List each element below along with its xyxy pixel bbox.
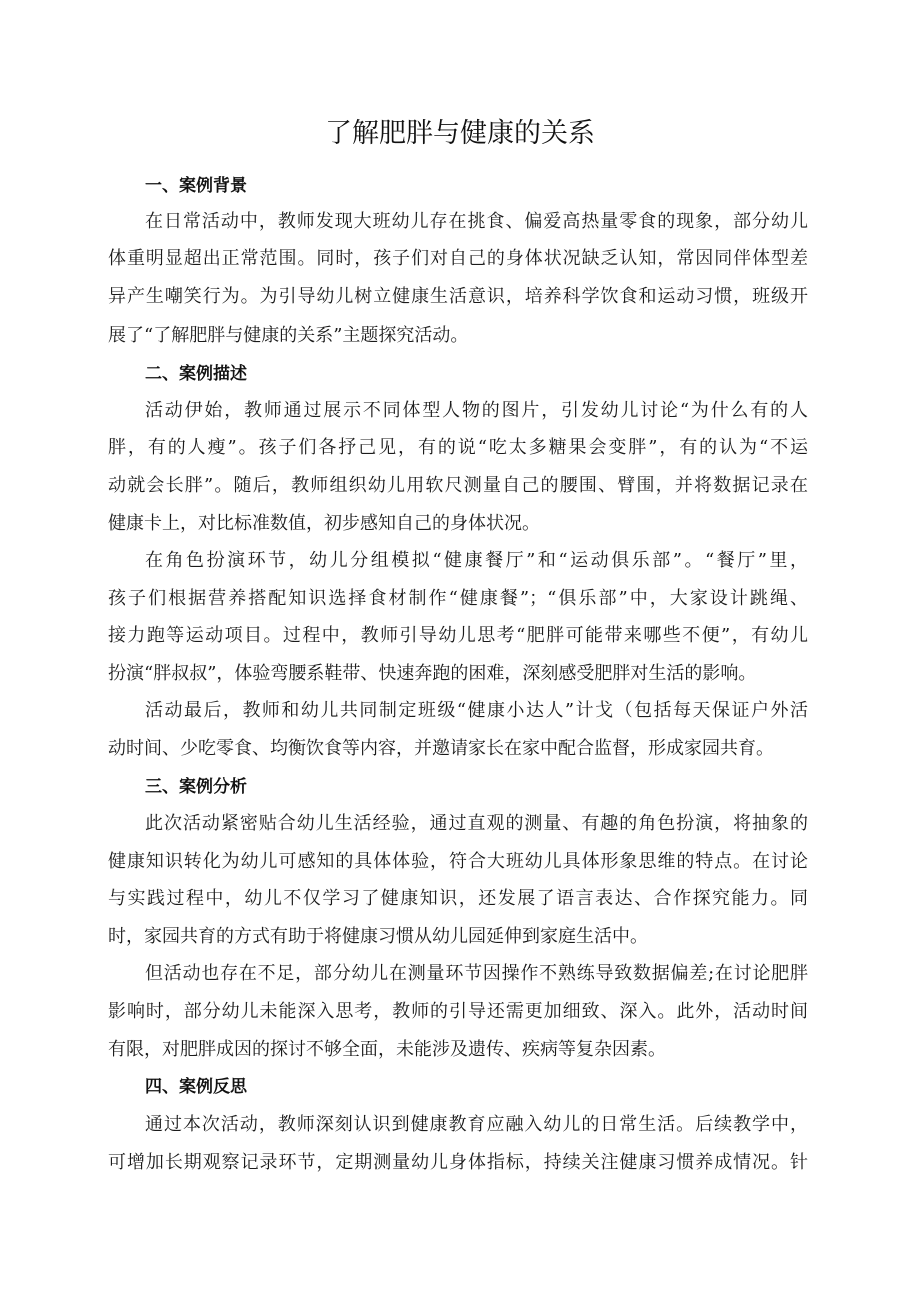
paragraph-line: 动就会长胖”。随后，教师组织幼儿用软尺测量自己的腰围、臂围，并将数据记录在 (108, 475, 808, 496)
paragraph-line: 胖，有的人瘦”。孩子们各抒己见，有的说“吃太多糖果会变胖”，有的认为“不运 (108, 437, 808, 458)
section-heading-analysis: 三、案例分析 (145, 777, 247, 797)
document-title: 了解肥胖与健康的关系 (325, 118, 595, 149)
paragraph-line: 体重明显超出正常范围。同时，孩子们对自己的身体状况缺乏认知，常因同伴体型差 (108, 248, 808, 269)
paragraph-line: 动时间、少吃零食、均衡饮食等内容，并邀请家长在家中配合监督，形成家园共育。 (108, 738, 774, 759)
paragraph-line: 活动伊始，教师通过展示不同体型人物的图片，引发幼儿讨论“为什么有的人 (145, 400, 808, 421)
section-heading-background: 一、案例背景 (145, 176, 247, 196)
paragraph-line: 健康知识转化为幼儿可感知的具体体验，符合大班幼儿具体形象思维的特点。在讨论 (108, 851, 808, 872)
paragraph-line: 可增加长期观察记录环节，定期测量幼儿身体指标，持续关注健康习惯养成情况。针 (108, 1152, 808, 1173)
paragraph-line: 此次活动紧密贴合幼儿生活经验，通过直观的测量、有趣的角色扮演，将抽象的 (145, 813, 808, 834)
paragraph-line: 活动最后，教师和幼儿共同制定班级“健康小达人”计戈（包括每天保证户外活 (145, 700, 808, 721)
paragraph-line: 健康卡上，对比标准数值，初步感知自己的身体状况。 (108, 513, 540, 534)
paragraph-line: 影响时，部分幼儿未能深入思考，教师的引导还需更加细致、深入。此外，活动时间 (108, 1001, 808, 1022)
paragraph-line: 在日常活动中，教师发现大班幼儿存在挑食、偏爱高热量零食的现象，部分幼儿 (145, 211, 808, 232)
paragraph-line: 有限，对肥胖成因的探讨不够全面，未能涉及遗传、疾病等复杂因素。 (108, 1039, 666, 1060)
paragraph-line: 在角色扮演环节，幼儿分组模拟“健康餐厅”和“运动俱乐部”。“餐厅”里， (145, 550, 808, 571)
paragraph-line: 接力跑等运动项目。过程中，教师引导幼儿思考“肥胖可能带来哪些不便”，有幼儿 (108, 625, 808, 646)
section-heading-description: 二、案例描述 (145, 364, 247, 384)
section-heading-reflection: 四、案例反思 (145, 1077, 247, 1097)
paragraph-line: 扮演“胖叔叔”，体验弯腰系鞋带、快速奔跑的困难，深刻感受肥胖对生活的影响。 (108, 663, 757, 684)
paragraph-line: 时，家园共育的方式有助于将健康习惯从幼儿园延伸到家庭生活中。 (108, 926, 648, 947)
paragraph-line: 通过本次活动，教师深刻认识到健康教育应融入幼儿的日常生活。后续教学中， (145, 1114, 808, 1135)
paragraph-line: 展了“了解肥胖与健康的关系”主题探究活动。 (108, 325, 469, 346)
paragraph-line: 与实践过程中，幼儿不仅学习了健康知识，还发展了语言表达、合作探究能力。同 (108, 888, 808, 909)
paragraph-line: 但活动也存在不足，部分幼儿在测量环节因操作不熟练导致数据偏差;在讨论肥胖 (145, 963, 808, 984)
paragraph-line: 孩子们根据营养搭配知识选择食材制作“健康餐”；“俱乐部”中，大家设计跳绳、 (108, 588, 808, 609)
paragraph-line: 异产生嘲笑行为。为引导幼儿树立健康生活意识，培养科学饮食和运动习惯，班级开 (108, 286, 808, 307)
